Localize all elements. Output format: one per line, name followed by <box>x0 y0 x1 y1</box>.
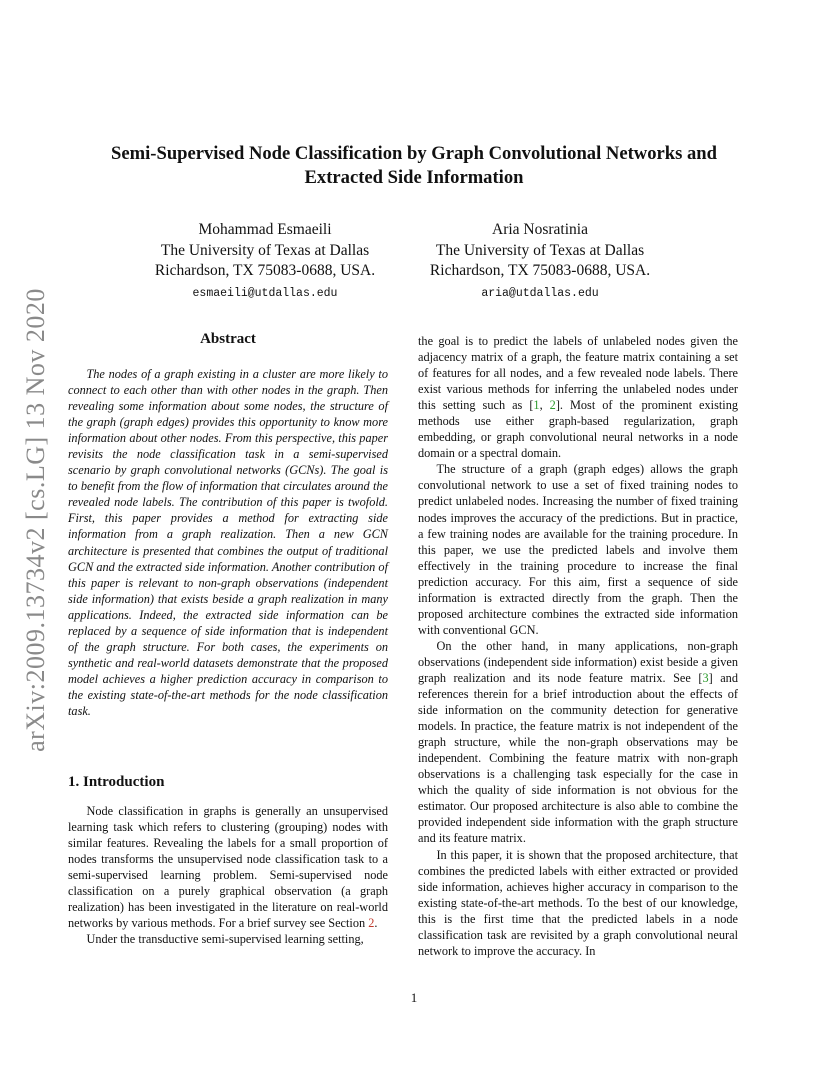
text-run: On the other hand, in many applications, non-graph observations (independent side information) exist beside a given graph realization and its node feature matrix. See [ <box>418 638 738 685</box>
text-run: ] and references therein for a brief introduction about the effects of side information on the community detection for generative models. In practice, the feature matrix is not independent of the graph structure, while the non-graph observations may be independent. Combining the feature matrix with non-graph observations is a challenging task especially for the case in which the quality of side information is not obvious for the estimator. Our proposed architecture is also able to combine the provided independent side information with the graph structure and its feature matrix. <box>418 670 738 846</box>
right-paragraph-4: In this paper, it is shown that the proposed architecture, that combines the predicted labels with either extracted or provided side information, achieves higher accuracy in comparison to the existing state-of-the-art methods. To the best of our knowledge, this is the first time that the predicted labels in a node classification task are revisited by a graph convolutional neural network to improve the accuracy. In <box>418 847 738 958</box>
citation-link[interactable]: 1 <box>533 398 540 413</box>
arxiv-identifier-stamp <box>22 283 50 756</box>
introduction-left-column <box>68 803 388 947</box>
title-line-2: Extracted Side Information <box>304 167 524 188</box>
author-affiliation: The University of Texas at Dallas <box>435 241 645 259</box>
author-block-2 <box>390 220 690 304</box>
author-name: Mohammad Esmaeili <box>198 221 332 238</box>
arxiv-stamp-text: arXiv:2009.13734v2 [cs.LG] 13 Nov 2020 <box>21 287 50 752</box>
text-run: ]. Most of the prominent existing methods use either graph-based regularization, graph embedding, or graph convolutional neural networks in a node domain or a spectral domain. <box>418 398 738 461</box>
paper-title <box>70 142 758 190</box>
text-run: , <box>539 398 550 413</box>
author-name: Aria Nosratinia <box>492 221 588 238</box>
right-paragraph-2: The structure of a graph (graph edges) allows the graph convolutional network to use a set of fixed training nodes to predict unlabeled nodes. Increasing the number of fixed training nodes improves the accuracy of the predictions. But in practice, a few training nodes are available for the training procedure. In this paper, we use the predicted labels and involve them effectively in the training procedure to increase the final prediction accuracy. For this aim, first a sequence of side information is extracted directly from the graph. Then the proposed architecture combines the extracted side information with conventional GCN. <box>418 462 738 637</box>
intro-paragraph-2: Under the transductive semi-supervised learning setting, <box>86 932 364 947</box>
author-address: Richardson, TX 75083-0688, USA. <box>154 262 376 279</box>
section-heading-introduction: 1. Introduction <box>68 774 165 790</box>
right-column <box>418 333 738 959</box>
text-run: the goal is to predict the labels of unlabeled nodes given the adjacency matrix of a graph, the feature matrix containing a set of features for all nodes, and a few revealed node labels. There exist various methods for inferring the unlabeled nodes under this setting such as [ <box>418 334 738 413</box>
intro-paragraph-1 <box>68 803 388 931</box>
abstract-heading: Abstract <box>200 331 256 347</box>
author-affiliation: The University of Texas at Dallas <box>160 241 370 259</box>
text-run: Node classification in graphs is generally an unsupervised learning task which refers to clustering (grouping) nodes with similar features. Revealing the labels for a small proportion of nodes transforms the unsupervised node classification task to a semi-supervised learning problem. Semi-supervised node classification on a purely graphical observation (a graph realization) has been investigated in the literature on real-world networks by various methods. For a brief survey see Section <box>68 804 388 931</box>
author-email[interactable]: esmaeili@utdallas.edu <box>192 286 338 300</box>
abstract-paragraph: The nodes of a graph existing in a cluster are more likely to connect to each other than with other nodes in the graph. Then revealing some information about some nodes, the structure of the graph (graph edges) provides this opportunity to know more information about other nodes. From this perspective, this paper revisits the node classification task in a semi-supervised scenario by graph convolutional networks (GCNs). The goal is to benefit from the flow of information that circulates around the revealed node labels. The contribution of this paper is twofold. First, this paper provides a method for extracting side information from a graph realization. Then a new GCN architecture is presented that combines the output of traditional GCN and the extracted side information. Another contribution of this paper is relevant to non-graph observations (independent side information) that exists beside a graph realization in many applications. Indeed, the extracted side information can be replaced by a sequence of side information that is independent of the graph structure. For both cases, the experiments on synthetic and real-world datasets demonstrate that the proposed model achieves a higher prediction accuracy in comparison to the existing state-of-the-art methods for the node classification task. <box>68 367 388 718</box>
section-link[interactable]: 2 <box>368 916 375 931</box>
author-email[interactable]: aria@utdallas.edu <box>481 286 599 300</box>
citation-link[interactable]: 2 <box>549 398 556 413</box>
abstract-body <box>68 366 388 719</box>
right-paragraph-1 <box>418 333 738 461</box>
author-address: Richardson, TX 75083-0688, USA. <box>429 262 651 279</box>
title-line-1: Semi-Supervised Node Classification by Graph Convolutional Networks and <box>111 143 717 164</box>
page-number: 1 <box>410 990 418 1005</box>
right-paragraph-3 <box>418 638 738 847</box>
text-run: . <box>374 916 378 931</box>
author-block-1 <box>115 220 415 304</box>
citation-link[interactable]: 3 <box>702 670 709 685</box>
